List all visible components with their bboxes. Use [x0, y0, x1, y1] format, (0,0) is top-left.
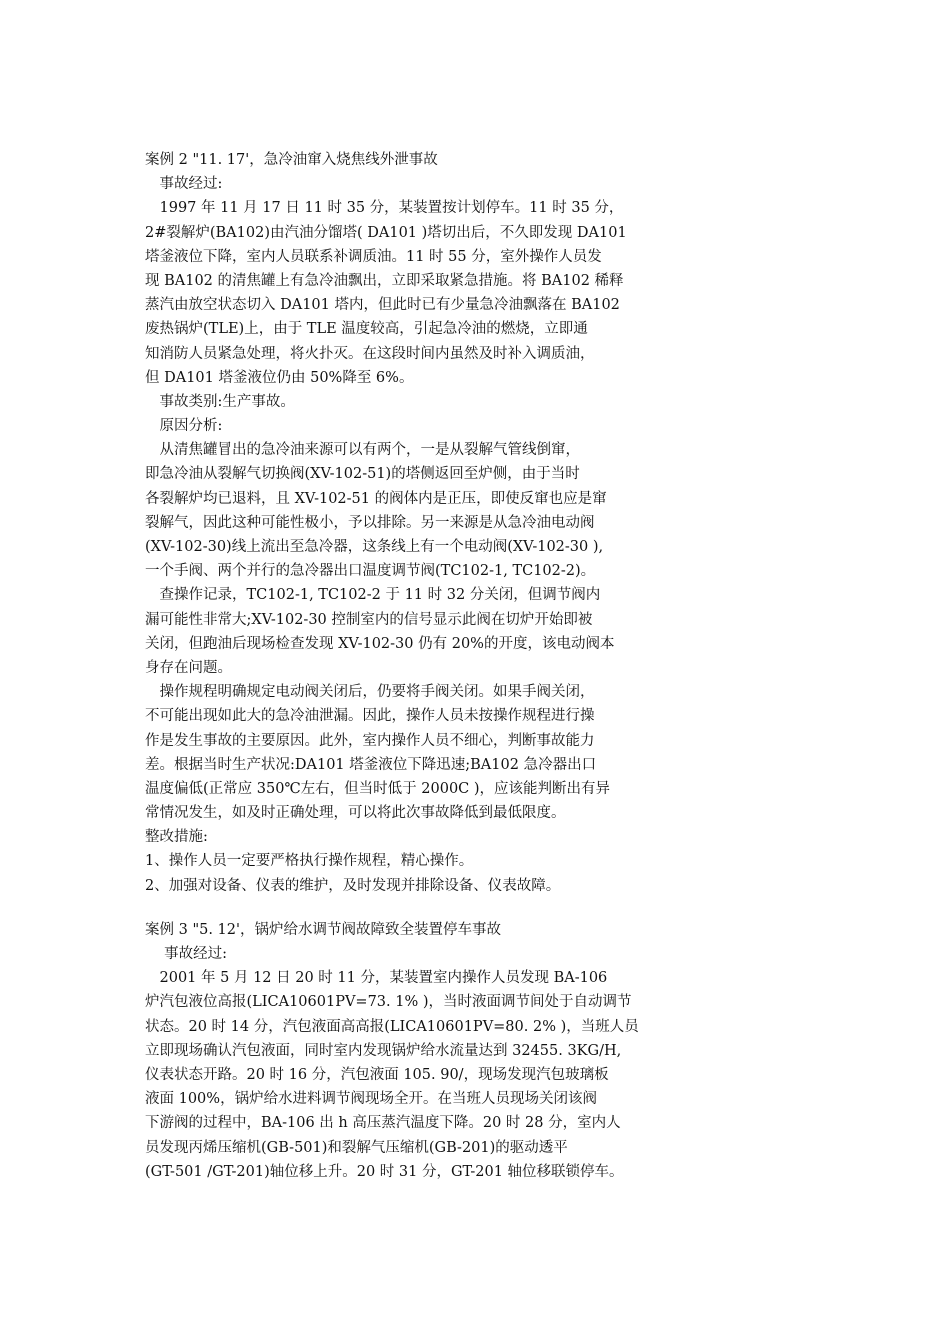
text-line: 现 BA102 的清焦罐上有急冷油飘出，立即采取紧急措施。将 BA102 稀释 — [145, 272, 624, 289]
text-line: 查操作记录，TC102-1, TC102-2 于 11 时 32 分关闭，但调节阀内 — [145, 587, 601, 604]
text-line: 事故经过: — [145, 176, 223, 193]
text-line: 1997 年 11 月 17 日 11 时 35 分，某装置按计划停车。11 时 35 分， — [145, 200, 624, 217]
text-line: 状态。20 时 14 分，汽包液面高高报(LICA10601PV=80. 2% )，当班人员 — [145, 1018, 639, 1035]
text-line: 整改措施: — [145, 829, 208, 846]
text-line: 漏可能性非常大;XV-102-30 控制室内的信号显示此阀在切炉开始即被 — [145, 611, 593, 628]
text-line: 2#裂解炉(BA102)由汽油分馏塔( DA101 )塔切出后，不久即发现 DA101 — [145, 224, 627, 241]
text-line: 不可能出现如此大的急冷油泄漏。因此，操作人员未按操作规程进行操 — [145, 708, 595, 725]
text-line: 塔釜液位下降，室内人员联系补调质油。11 时 55 分，室外操作人员发 — [145, 248, 602, 265]
text-line: 知消防人员紧急处理，将火扑灭。在这段时间内虽然及时补入调质油， — [145, 345, 595, 362]
case-3-body — [145, 942, 685, 1184]
text-line: 各裂解炉均已退料，且 XV-102-51 的阀体内是正压，即使反窜也应是窜 — [145, 490, 607, 507]
case-3-section — [145, 918, 685, 1184]
text-line: 一个手阀、两个并行的急冷器出口温度调节阀(TC102-1, TC102-2)。 — [145, 563, 596, 580]
text-line: 液面 100%，锅炉给水进料调节阀现场全开。在当班人员现场关闭该阀 — [145, 1091, 598, 1108]
case-3-title: 案例 3 "5. 12'，锅炉给水调节阀故障致全装置停车事故 — [145, 921, 501, 938]
text-line: 蒸汽由放空状态切入 DA101 塔内，但此时已有少量急冷油飘落在 BA102 — [145, 297, 620, 314]
text-line: 炉汽包液位高报(LICA10601PV=73. 1% )，当时液面调节间处于自动调节 — [145, 994, 632, 1011]
text-line: (XV-102-30)线上流出至急冷器，这条线上有一个电动阀(XV-102-30 ), — [145, 539, 604, 555]
case-2-title: 案例 2 "11. 17'，急冷油窜入烧焦线外泄事故 — [145, 152, 438, 168]
text-line: 2、加强对设备、仪表的维护，及时发现并排除设备、仪表故障。 — [145, 877, 561, 894]
text-line: 员发现丙烯压缩机(GB-501)和裂解气压缩机(GB-201)的驱动透平 — [145, 1139, 568, 1156]
text-line: 原因分析: — [145, 418, 223, 435]
text-line: 事故经过: — [145, 946, 227, 962]
text-line: 2001 年 5 月 12 日 20 时 11 分，某装置室内操作人员发现 BA-106 — [145, 970, 608, 987]
document-page — [145, 148, 685, 1184]
text-line: 从清焦罐冒出的急冷油来源可以有两个，一是从裂解气管线倒窜， — [145, 442, 580, 459]
text-line: (GT-501 /GT-201)轴位移上升。20 时 31 分，GT-201 轴位移联锁停车。 — [145, 1163, 624, 1180]
text-line: 1、操作人员一定要严格执行操作规程，精心操作。 — [145, 853, 474, 870]
text-line: 事故类别:生产事故。 — [145, 393, 295, 410]
text-line: 但 DA101 塔釜液位仍由 50%降至 6%。 — [145, 369, 414, 386]
text-line: 立即现场确认汽包液面，同时室内发现锅炉给水流量达到 32455. 3KG/H, — [145, 1042, 622, 1059]
text-line: 身存在问题。 — [145, 659, 232, 676]
case-2-section — [145, 148, 685, 898]
text-line: 即急冷油从裂解气切换阀(XV-102-51)的塔侧返回至炉侧，由于当时 — [145, 466, 580, 483]
text-line: 废热锅炉(TLE)上，由于 TLE 温度较高，引起急冷油的燃烧，立即通 — [145, 321, 588, 338]
section-gap — [145, 898, 685, 918]
text-line: 常情况发生，如及时正确处理，可以将此次事故降低到最低限度。 — [145, 805, 566, 822]
text-line: 差。根据当时生产状况:DA101 塔釜液位下降迅速;BA102 急冷器出口 — [145, 756, 597, 773]
text-line: 温度偏低(正常应 350℃左右，但当时低于 2000C )，应该能判断出有异 — [145, 780, 611, 797]
text-line: 下游阀的过程中，BA-106 出 h 高压蒸汽温度下降。20 时 28 分，室内人 — [145, 1115, 621, 1132]
text-line: 仪表状态开路。20 时 16 分，汽包液面 105. 90/，现场发现汽包玻璃板 — [145, 1066, 609, 1083]
text-line: 裂解气，因此这种可能性极小，予以排除。另一来源是从急冷油电动阀 — [145, 514, 595, 531]
text-line: 关闭，但跑油后现场检查发现 XV-102-30 仍有 20%的开度，该电动阀本 — [145, 635, 615, 652]
case-2-body — [145, 172, 685, 898]
text-line: 作是发生事故的主要原因。此外，室内操作人员不细心，判断事故能力 — [145, 732, 595, 749]
text-line: 操作规程明确规定电动阀关闭后，仍要将手阀关闭。如果手阀关闭， — [145, 684, 595, 701]
